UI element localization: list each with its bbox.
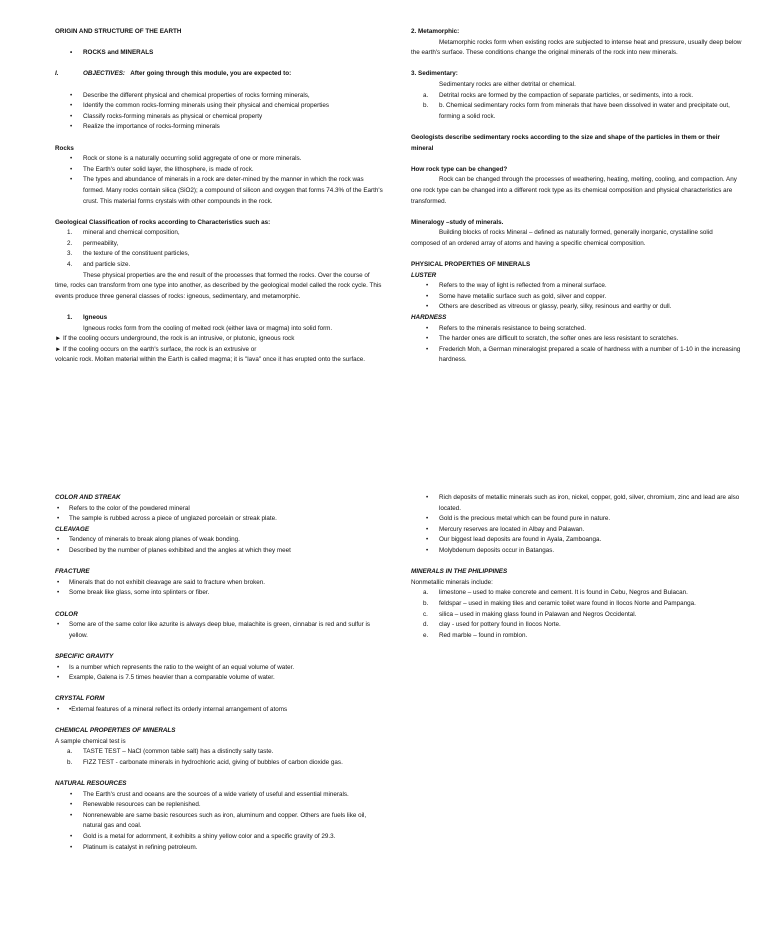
philippines-intro: Nonmetallic minerals include:	[411, 578, 493, 586]
rocks-heading: Rocks	[55, 144, 74, 152]
color-heading: COLOR	[55, 610, 78, 618]
list-item	[55, 260, 383, 271]
list-item	[55, 546, 383, 557]
list-item-text: Our biggest lead deposits are found in Ayala, Zamboanga.	[439, 536, 602, 544]
list-item-text: the texture of the constituent particles,	[83, 250, 190, 258]
igneous-number: 1.	[67, 314, 73, 322]
list-item	[55, 112, 383, 123]
chemical-properties-heading: CHEMICAL PROPERTIES OF MINERALS	[55, 727, 176, 735]
list-item-text: Rich deposits of metallic minerals such as iron, nickel, copper, gold, silver, chromium, zinc and lead are also located.	[439, 494, 740, 512]
list-item	[55, 535, 383, 546]
objectives-list	[55, 91, 383, 133]
igneous-line-2: ► If the cooling occurs on the earth's surface, the rock is an extrusive or	[55, 345, 257, 353]
chemical-list	[55, 747, 383, 768]
objectives-label: OBJECTIVES:	[83, 70, 125, 78]
color-streak-heading: COLOR AND STREAK	[55, 494, 121, 501]
list-item-text: and particle size.	[83, 261, 131, 269]
objectives-lead: After going through this module, you are expected to:	[130, 70, 292, 78]
list-item	[411, 588, 743, 599]
list-marker: •	[57, 578, 60, 586]
list-marker: •	[57, 536, 60, 544]
document-title: ORIGIN AND STRUCTURE OF THE EARTH	[55, 28, 182, 35]
list-item	[411, 324, 743, 335]
philippines-list	[411, 588, 743, 641]
list-item-text: Others are described as vitreous or glassy, pearly, silky, resinous and earthy or dull.	[439, 303, 672, 311]
sedimentary-heading: 3. Sedimentary:	[411, 70, 458, 78]
rocks-list	[55, 154, 383, 207]
list-item	[411, 345, 743, 366]
list-item	[55, 758, 383, 769]
list-item-text: Describe the different physical and chemical properties of rocks forming minerals,	[83, 91, 310, 99]
sedimentary-list	[411, 91, 743, 123]
igneous-line-3: volcanic rock. Molten material within the Earth is called magma; it is "lava" once it has erupted onto the surface.	[55, 356, 366, 364]
list-marker: a.	[67, 748, 73, 756]
list-marker: •	[57, 674, 60, 682]
color-streak-list	[55, 504, 383, 525]
list-item-text: clay - used for pottery found in Ilocos Norte.	[439, 621, 561, 629]
list-item-text: mineral and chemical composition,	[83, 229, 180, 237]
list-item-text: Classify rocks-forming minerals as physical or chemical property	[83, 112, 263, 120]
metamorphic-paragraph: Metamorphic rocks form when existing rocks are subjected to intense heat and pressure, usually deep below the earth's surface. These conditions change the original minerals of the rock into new minerals.	[411, 38, 742, 57]
list-marker: •	[426, 335, 429, 343]
list-marker: b.	[423, 102, 429, 110]
philippines-heading: MINERALS IN THE PHILIPPINES	[411, 568, 508, 576]
list-marker: b.	[423, 599, 429, 607]
crystal-form-list	[55, 705, 383, 716]
list-item	[55, 154, 383, 165]
list-marker: e.	[423, 631, 429, 639]
list-item-text: feldspar – used in making tiles and ceramic toilet ware found in Ilocos Norte and Pampanga.	[439, 599, 696, 607]
list-item	[411, 546, 743, 557]
cleavage-list	[55, 535, 383, 556]
list-item-text: b. Chemical sedimentary rocks form from minerals that have been dissolved in water and precipitate out, forming a solid rock.	[439, 102, 730, 120]
list-item	[411, 620, 743, 631]
rock-change-heading: How rock type can be changed?	[411, 165, 508, 173]
list-item-text: The Earth's outer solid layer, the lithosphere, is made of rock.	[83, 165, 254, 173]
list-item	[411, 334, 743, 345]
top-left-column	[55, 27, 383, 366]
list-marker: •	[57, 589, 60, 597]
list-marker: •	[70, 801, 73, 809]
list-item-text: Some have metallic surface such as gold, silver and copper.	[439, 292, 607, 300]
list-item-text: silica – used in making glass found in Palawan and Negros Occidental.	[439, 610, 637, 618]
list-item-text: Identify the common rocks-forming minerals using their physical and chemical properties	[83, 102, 330, 110]
list-marker: •	[70, 843, 73, 851]
list-item-text: Rock or stone is a naturally occurring solid aggregate of one or more minerals.	[83, 155, 302, 163]
list-marker: •	[426, 494, 429, 501]
list-item-text: Detrital rocks are formed by the compaction of separate particles, or sediments, into a rock.	[439, 91, 694, 99]
list-marker: •	[57, 705, 60, 713]
list-item-text: Gold is the precious metal which can be found pure in nature.	[439, 515, 611, 523]
metamorphic-heading: 2. Metamorphic:	[411, 28, 460, 35]
list-marker: •	[57, 621, 60, 629]
list-item	[55, 811, 383, 832]
list-item	[55, 504, 383, 515]
list-item	[411, 91, 743, 102]
list-marker: •	[70, 123, 73, 131]
specific-gravity-heading: SPECIFIC GRAVITY	[55, 652, 114, 660]
natural-resources-heading: NATURAL RESOURCES	[55, 780, 127, 788]
list-item	[55, 239, 383, 250]
luster-list	[411, 281, 743, 313]
geo-paragraph: These physical properties are the end result of the processes that formed the rocks. Over the course of time, rocks can transform from one type into another, as described by the geological model called the rock cycle. This events produce three general classes of rocks: igneous, sedimentary, and metamorphic.	[55, 271, 382, 300]
list-item	[55, 843, 383, 854]
objectives-number: I.	[55, 70, 59, 78]
mineralogy-paragraph: Building blocks of rocks Mineral – defined as naturally formed, generally inorganic, crystalline solid composed of an ordered array of atoms and having a specific chemical composition.	[411, 229, 713, 247]
list-item-text: Frederich Moh, a German mineralogist prepared a scale of hardness with a number of 1-10 in the increasing hardness.	[439, 345, 741, 364]
list-item	[55, 673, 383, 684]
mineralogy-heading: Mineralogy –study of minerals.	[411, 218, 504, 226]
list-marker: •	[426, 525, 429, 533]
list-item	[411, 514, 743, 525]
list-number: 3.	[67, 250, 73, 258]
list-item	[55, 228, 383, 239]
objectives-heading	[55, 69, 383, 80]
igneous-heading-text: Igneous	[83, 314, 108, 322]
igneous-heading	[55, 313, 383, 324]
geo-list	[55, 228, 383, 270]
list-item	[55, 165, 383, 176]
list-marker: •	[426, 324, 429, 332]
list-number: 1.	[67, 229, 73, 237]
list-marker: •	[426, 303, 429, 311]
list-marker: •	[70, 91, 73, 99]
list-marker: b.	[67, 758, 73, 766]
list-item	[55, 663, 383, 674]
list-marker: •	[57, 663, 60, 671]
rock-change-paragraph: Rock can be changed through the processes of weathering, heating, melting, cooling, and compaction. Any one rock type can be changed into a different rock type as its chemical composition and physical characteristics are transformed.	[411, 176, 737, 205]
list-item-text: Nonrenewable are same basic resources such as iron, aluminum and copper. Others are fuels like oil, natural gas and coal.	[83, 811, 367, 830]
list-item-text: Minerals that do not exhibit cleavage are said to fracture when broken.	[69, 578, 266, 586]
list-marker: •	[57, 515, 60, 523]
list-item-text: The types and abundance of minerals in a rock are deter-mined by the manner in which the rock was formed. Many rocks contain silica (SiO2); a compound of silicon and oxygen that forms 74.3% of the Earth's crust. This material forms crystals with other compounds in the rock.	[83, 176, 383, 205]
physical-properties-heading: PHYSICAL PROPERTIES OF MINERALS	[411, 261, 531, 269]
list-item-text: permeability,	[83, 239, 119, 247]
list-item	[55, 91, 383, 102]
list-item-text: Realize the importance of rocks-forming minerals	[83, 123, 220, 131]
list-item	[55, 747, 383, 758]
list-marker: •	[70, 165, 73, 173]
list-item	[411, 292, 743, 303]
list-marker: •	[70, 112, 73, 120]
bullet: •	[70, 49, 73, 57]
list-item	[411, 610, 743, 621]
list-marker: d.	[423, 621, 429, 629]
list-item	[55, 832, 383, 843]
hardness-heading: HARDNESS	[411, 314, 447, 322]
list-item-text: Refers to the way of light is reflected from a mineral surface.	[439, 282, 607, 290]
sedimentary-intro: Sedimentary rocks are either detrital or chemical.	[439, 80, 576, 88]
list-marker: •	[426, 515, 429, 523]
list-item	[411, 281, 743, 292]
specific-gravity-list	[55, 663, 383, 684]
list-item-text: •External features of a mineral reflect its orderly internal arrangement of atoms	[69, 705, 288, 713]
list-item-text: Tendency of minerals to break along planes of weak bonding.	[69, 536, 240, 544]
list-item	[411, 535, 743, 546]
list-item	[55, 122, 383, 133]
list-item-text: Refers to the minerals resistance to being scratched.	[439, 324, 586, 332]
list-item-text: Example, Galena is 7.5 times heavier than a comparable volume of water.	[69, 674, 275, 682]
list-marker: •	[426, 282, 429, 290]
bottom-right-column	[411, 493, 743, 641]
list-item-text: The harder ones are difficult to scratch, the softer ones are less resistant to scratches.	[439, 335, 679, 343]
list-item-text: FIZZ TEST - carbonate minerals in hydrochloric acid, giving of bubbles of carbon dioxide gas.	[83, 758, 343, 766]
deposits-list	[411, 493, 743, 557]
list-item-text: Some break like glass, some into splinters or fiber.	[69, 589, 210, 597]
list-item	[411, 525, 743, 536]
topic-text: ROCKS and MINERALS	[83, 49, 154, 57]
list-item	[55, 790, 383, 801]
list-item	[55, 514, 383, 525]
top-right-column	[411, 27, 743, 366]
geo-heading: Geological Classification of rocks according to Characteristics such as:	[55, 218, 271, 226]
list-marker: •	[70, 811, 73, 819]
list-marker: •	[70, 102, 73, 110]
fracture-heading: FRACTURE	[55, 568, 90, 576]
luster-heading: LUSTER	[411, 271, 437, 279]
color-list	[55, 620, 383, 641]
list-item-text: The sample is rubbed across a piece of unglazed porcelain or streak plate.	[69, 515, 277, 523]
list-marker: •	[70, 833, 73, 840]
list-marker: •	[426, 292, 429, 300]
list-item	[55, 249, 383, 260]
natural-resources-list	[55, 790, 383, 854]
list-item-text: Red marble – found in romblon.	[439, 631, 528, 639]
list-marker: •	[426, 345, 429, 353]
list-item	[55, 175, 383, 207]
list-item	[411, 599, 743, 610]
list-item-text: Described by the number of planes exhibited and the angles at which they meet	[69, 546, 291, 554]
list-marker: c.	[423, 610, 428, 618]
list-item-text: limestone – used to make concrete and cement. It is found in Cebu, Negros and Bulacan.	[439, 589, 688, 597]
list-item-text: Mercury reserves are located in Albay and Palawan.	[439, 525, 585, 533]
list-number: 2.	[67, 239, 73, 247]
list-marker: a.	[423, 91, 429, 99]
hardness-list	[411, 324, 743, 366]
list-marker: •	[426, 546, 429, 554]
list-item	[411, 493, 743, 514]
igneous-paragraph: Igneous rocks form from the cooling of melted rock (either lava or magma) into solid form.	[83, 324, 333, 332]
list-item-text: The Earth's crust and oceans are the sources of a wide variety of useful and essential minerals.	[83, 790, 349, 798]
list-item-text: TASTE TEST – NaCl (common table salt) has a distinctly salty taste.	[83, 748, 274, 756]
igneous-line-1: ► If the cooling occurs underground, the rock is an intrusive, or plutonic, igneous rock	[55, 335, 295, 343]
list-item-text: Molybdenum deposits occur in Batangas.	[439, 546, 555, 554]
crystal-form-heading: CRYSTAL FORM	[55, 695, 105, 703]
list-item	[55, 705, 383, 716]
list-item	[411, 101, 743, 122]
list-marker: •	[70, 790, 73, 798]
list-marker: •	[426, 536, 429, 544]
list-item	[411, 631, 743, 642]
list-marker: •	[70, 155, 73, 163]
list-marker: •	[70, 176, 73, 184]
list-marker: a.	[423, 589, 429, 597]
list-item-text: Refers to the color of the powdered mineral	[69, 504, 190, 512]
list-item	[55, 588, 383, 599]
list-number: 4.	[67, 261, 73, 269]
bottom-left-column	[55, 493, 383, 853]
cleavage-heading: CLEAVAGE	[55, 525, 90, 533]
list-marker: •	[57, 504, 60, 512]
list-item	[55, 101, 383, 112]
topic-item	[55, 48, 383, 59]
list-item-text: Gold is a metal for adornment, it exhibits a shiny yellow color and a specific gravity of 29.3.	[83, 833, 336, 840]
geologists-statement: Geologists describe sedimentary rocks according to the size and shape of the particles in them or their mineral	[411, 133, 720, 152]
list-item-text: Some are of the same color like azurite is always deep blue, malachite is green, cinnabar is red and sulfur is yellow.	[69, 621, 371, 639]
list-marker: •	[57, 546, 60, 554]
chemical-intro: A sample chemical test is	[55, 737, 126, 745]
fracture-list	[55, 578, 383, 599]
list-item	[55, 800, 383, 811]
list-item	[55, 620, 383, 641]
list-item-text: Platinum is catalyst in refining petroleum.	[83, 843, 198, 851]
list-item	[55, 578, 383, 589]
list-item-text: Renewable resources can be replenished.	[83, 801, 201, 809]
list-item-text: Is a number which represents the ratio to the weight of an equal volume of water.	[69, 663, 295, 671]
list-item	[411, 302, 743, 313]
